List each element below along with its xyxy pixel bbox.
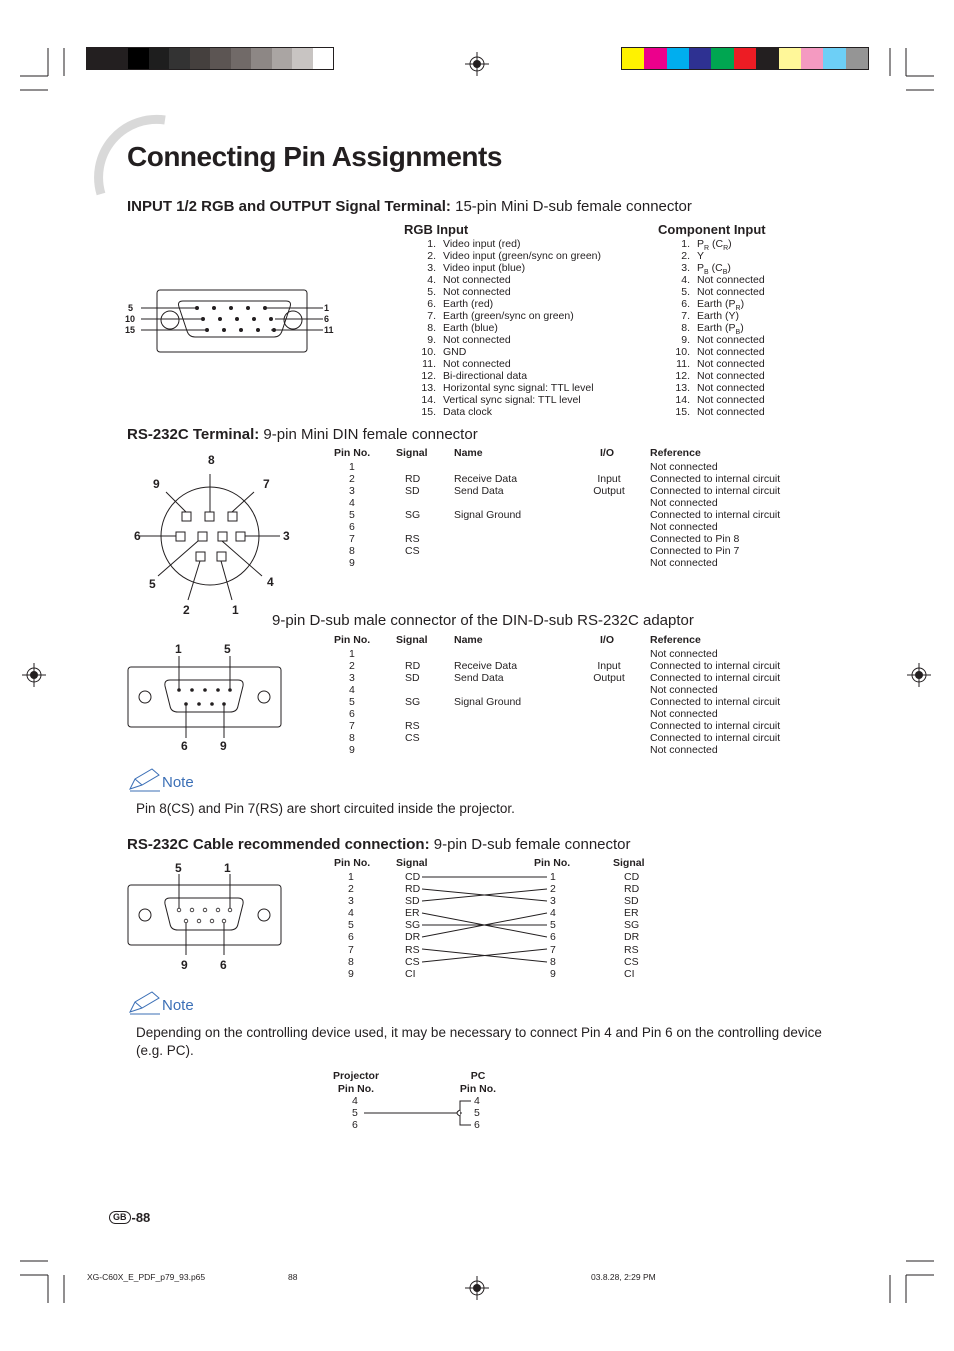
footer-file: XG-C60X_E_PDF_p79_93.p65: [87, 1272, 206, 1282]
calibration-swatch: [231, 48, 252, 69]
list-item: 11. Not connected: [422, 358, 511, 370]
dsub-pin-label: 1: [175, 642, 182, 656]
list-item: 1. $P_R$ $(C_R)$: [681, 238, 732, 253]
projector-header: [331, 1070, 381, 1096]
list-item: 6: [352, 1119, 358, 1132]
list-item: 9. Not connected: [427, 334, 511, 346]
calibration-swatch: [272, 48, 293, 69]
list-item: 7. Earth (green/sync on green): [427, 310, 574, 322]
list-item: 7: [550, 943, 556, 956]
list-item: CD: [624, 871, 640, 883]
table-cell: Input: [597, 660, 621, 673]
list-item: 3. Video input (blue): [427, 262, 526, 274]
table-cell: RD: [405, 473, 421, 486]
page-number: [109, 1210, 150, 1225]
note-title: Note: [162, 774, 194, 791]
calibration-swatch: [756, 48, 778, 69]
calibration-swatch: [169, 48, 190, 69]
table-cell: 9: [349, 557, 355, 570]
cable-left-signal-header: Signal: [396, 857, 428, 869]
list-item: CS: [405, 955, 420, 968]
dsub-pin-label: 9: [220, 739, 227, 753]
rgb-input-list: [408, 238, 601, 418]
table-cell: CS: [405, 732, 420, 745]
table-cell: Connected to internal circuit: [650, 720, 781, 733]
list-item: RD: [624, 883, 640, 896]
list-item: 7. Earth (Y): [681, 310, 740, 322]
list-item: 14. Not connected: [675, 394, 765, 406]
table-cell: SD: [405, 485, 420, 498]
list-item: SD: [624, 895, 639, 908]
table-cell: Connected to internal circuit: [650, 509, 781, 522]
din-pin-label: 8: [208, 453, 215, 467]
din-pin-label: 9: [153, 477, 160, 491]
calibration-swatch: [149, 48, 170, 69]
list-item: SG: [405, 919, 421, 932]
din-pin-label: 3: [283, 529, 290, 543]
table-cell: Input: [597, 473, 621, 486]
table-cell: 7: [349, 533, 355, 546]
calibration-swatch: [87, 48, 108, 69]
cable-right-signal-header: Signal: [613, 857, 645, 869]
table-header: Name: [454, 447, 483, 459]
table-cell: Not connected: [650, 461, 718, 473]
list-item: 3: [348, 895, 354, 908]
list-item: 2: [550, 883, 556, 896]
din-pin-label: 5: [149, 577, 156, 591]
calibration-swatch: [734, 48, 756, 69]
table-cell: Receive Data: [454, 660, 518, 673]
table-cell: RS: [405, 720, 420, 733]
cable-left-pins: [348, 871, 354, 980]
list-item: CD: [405, 871, 421, 883]
calibration-swatch: [846, 48, 868, 69]
table-cell: 6: [349, 521, 355, 534]
calibration-swatch: [313, 48, 334, 69]
list-item: 5. Not connected: [427, 286, 511, 298]
table-cell: Signal Ground: [454, 509, 522, 522]
list-item: RS: [624, 943, 639, 956]
list-item: 15. Not connected: [675, 406, 765, 418]
dsub-pin-label: 6: [181, 739, 188, 753]
list-item: ER: [405, 907, 420, 920]
calibration-swatch: [689, 48, 711, 69]
calibration-swatch: [801, 48, 823, 69]
list-item: 11. Not connected: [676, 358, 765, 370]
note-title: Note: [162, 997, 194, 1014]
table-cell: Not connected: [650, 521, 718, 534]
list-item: 4: [352, 1095, 358, 1107]
calibration-swatch: [128, 48, 149, 69]
pc-header: [456, 1070, 500, 1096]
table-cell: Not connected: [650, 497, 718, 510]
table-cell: 8: [349, 545, 355, 558]
list-item: 3: [550, 895, 556, 908]
table-cell: RD: [405, 660, 421, 673]
projector-header-line: Pin No.: [337, 1083, 375, 1095]
rgb-input-title: RGB Input: [404, 222, 469, 237]
calibration-swatch: [711, 48, 733, 69]
table-cell: Not connected: [650, 684, 718, 697]
table-cell: Signal Ground: [454, 696, 522, 709]
vga-pin-label: 10: [125, 314, 136, 324]
vga-pin-label: 11: [324, 325, 334, 335]
table-cell: Not connected: [650, 744, 718, 757]
registration-mark-top: [465, 52, 489, 76]
list-item: DR: [624, 931, 640, 944]
cable-right-signals: [624, 871, 639, 980]
dsub-pin-label: 5: [175, 861, 182, 875]
adaptor-heading: 9-pin D-sub male connector of the DIN-D-sub RS-232C adaptor: [272, 612, 694, 629]
list-item: 8. Earth $(P_B)$: [681, 322, 744, 337]
table-cell: Connected to internal circuit: [650, 660, 781, 673]
table-cell: 3: [349, 672, 355, 685]
table-header: Reference: [650, 634, 701, 646]
list-item: 4: [348, 907, 354, 920]
rs232c-heading: [127, 426, 478, 443]
list-item: 5: [348, 919, 354, 932]
list-item: SD: [405, 895, 420, 908]
table-cell: Not connected: [650, 648, 718, 660]
list-item: 1. Video input (red): [427, 238, 521, 250]
page-number-text: -88: [131, 1210, 151, 1225]
vga-pin-label: 15: [125, 325, 136, 335]
table-cell: Send Data: [454, 672, 504, 685]
cable-dsub-diagram: [126, 858, 286, 973]
list-item: 8. Earth (blue): [427, 322, 498, 334]
table-cell: Not connected: [650, 557, 718, 570]
calibration-swatch: [622, 48, 644, 69]
list-item: 14. Vertical sync signal: TTL level: [421, 394, 581, 406]
table-header: I/O: [600, 634, 615, 646]
table-header: Reference: [650, 447, 701, 459]
calibration-swatch: [190, 48, 211, 69]
table-cell: 5: [349, 509, 355, 522]
calibration-swatch: [644, 48, 666, 69]
din-pin-label: 6: [134, 529, 141, 543]
table-cell: CS: [405, 545, 420, 558]
cable-heading-bold: RS-232C Cable recommended connection:: [127, 836, 430, 853]
table-cell: 2: [349, 660, 355, 673]
table-cell: Output: [593, 485, 625, 498]
footer-page: 88: [288, 1272, 298, 1282]
list-item: 6: [474, 1119, 480, 1132]
table-cell: Connected to Pin 7: [650, 545, 740, 558]
page-title: Connecting Pin Assignments: [127, 141, 502, 172]
list-item: 9. Not connected: [681, 334, 765, 346]
pc-header-line: PC: [470, 1070, 486, 1082]
list-item: 2. Video input (green/sync on green): [427, 250, 601, 262]
table-cell: 4: [349, 497, 355, 510]
list-item: 13. Not connected: [675, 382, 765, 394]
table-header: Pin No.: [334, 634, 371, 646]
component-input-list: [662, 238, 765, 418]
cable-right-pin-header: Pin No.: [534, 857, 571, 869]
list-item: CI: [624, 967, 635, 980]
table-header: Name: [454, 634, 483, 646]
table-cell: RS: [405, 533, 420, 546]
list-item: CI: [405, 967, 416, 980]
table-cell: Send Data: [454, 485, 504, 498]
vga-pin-label: 5: [128, 303, 134, 313]
list-item: 1: [348, 871, 354, 883]
rs232c-heading-bold: RS-232C Terminal:: [127, 426, 260, 443]
projector-pins: [352, 1095, 358, 1131]
cable-left-pin-header: Pin No.: [334, 857, 371, 869]
table-cell: Connected to internal circuit: [650, 672, 781, 685]
component-input-title: Component Input: [658, 222, 766, 237]
table-cell: 1: [349, 648, 355, 660]
table-cell: 4: [349, 684, 355, 697]
registration-mark-bottom: [465, 1276, 489, 1300]
cable-heading-normal: 9-pin D-sub female connector: [429, 836, 631, 853]
list-item: 2: [348, 883, 354, 896]
calibration-swatch: [779, 48, 801, 69]
table-cell: 2: [349, 473, 355, 486]
dsub-pin-label: 1: [224, 861, 231, 875]
vga-connector-diagram: [125, 287, 340, 357]
table-cell: Not connected: [650, 708, 718, 721]
calibration-swatch: [667, 48, 689, 69]
loopback-wiring: [362, 1095, 482, 1135]
din-pin-table: [0, 447, 954, 572]
list-item: 5: [352, 1107, 358, 1120]
table-cell: 6: [349, 708, 355, 721]
note-pencil-icon: [128, 990, 162, 1016]
list-item: 12. Not connected: [675, 370, 765, 382]
vga-heading: [127, 198, 692, 215]
table-cell: SG: [405, 696, 421, 709]
dsub-pin-label: 9: [181, 958, 188, 972]
vga-pin-label: 1: [324, 303, 330, 313]
table-header: Signal: [396, 634, 428, 646]
list-item: 4: [474, 1095, 480, 1107]
list-item: 2. Y: [681, 250, 705, 262]
table-cell: SG: [405, 509, 421, 522]
list-item: 13. Horizontal sync signal: TTL level: [421, 382, 594, 394]
din-pin-label: 2: [183, 603, 190, 617]
table-cell: Output: [593, 672, 625, 685]
list-item: 10. GND: [421, 346, 467, 358]
table-cell: Connected to internal circuit: [650, 696, 781, 709]
list-item: 15. Data clock: [421, 406, 493, 418]
pc-header-line: Pin No.: [459, 1083, 497, 1095]
list-item: 9: [550, 967, 556, 980]
table-cell: 8: [349, 732, 355, 745]
list-item: DR: [405, 931, 421, 944]
table-header: I/O: [600, 447, 615, 459]
list-item: 4: [550, 907, 556, 920]
list-item: 6. Earth $(P_R)$: [681, 298, 745, 313]
dsub-pin-label: 6: [220, 958, 227, 972]
list-item: 8: [550, 955, 556, 968]
cable-heading: [127, 836, 631, 853]
note-text: Pin 8(CS) and Pin 7(RS) are short circuited inside the projector.: [136, 801, 515, 816]
list-item: 8: [348, 955, 354, 968]
adaptor-pin-table: [0, 634, 954, 759]
list-item: 4. Not connected: [681, 274, 765, 286]
calibration-swatch: [210, 48, 231, 69]
list-item: RD: [405, 883, 421, 896]
table-cell: SD: [405, 672, 420, 685]
cable-wiring-lines: [422, 871, 552, 981]
list-item: CS: [624, 955, 639, 968]
gray-calibration-bar: [86, 47, 334, 70]
table-cell: 7: [349, 720, 355, 733]
table-cell: Connected to internal circuit: [650, 473, 781, 486]
table-header: Signal: [396, 447, 428, 459]
calibration-swatch: [292, 48, 313, 69]
din-pin-label: 7: [263, 477, 270, 491]
table-cell: 1: [349, 461, 355, 473]
list-item: RS: [405, 943, 420, 956]
list-item: 5: [550, 919, 556, 932]
table-cell: 3: [349, 485, 355, 498]
vga-heading-bold: INPUT 1/2 RGB and OUTPUT Signal Terminal:: [127, 198, 451, 215]
table-cell: Connected to internal circuit: [650, 485, 781, 498]
list-item: SG: [624, 919, 640, 932]
list-item: 10. Not connected: [675, 346, 765, 358]
list-item: 4. Not connected: [427, 274, 511, 286]
calibration-swatch: [823, 48, 845, 69]
note-text: Depending on the controlling device used, it may be necessary to connect Pin 4 and Pin 6 on the controlling device (e.g. PC).: [136, 1025, 822, 1058]
rs232c-heading-normal: 9-pin Mini DIN female connector: [259, 426, 478, 443]
projector-header-line: Projector: [332, 1070, 380, 1082]
list-item: 6: [550, 931, 556, 944]
list-item: 12. Bi-directional data: [421, 370, 528, 382]
list-item: 6. Earth (red): [427, 298, 494, 310]
list-item: ER: [624, 907, 639, 920]
calibration-swatch: [251, 48, 272, 69]
vga-pin-label: 6: [324, 314, 330, 324]
din-pin-label: 4: [267, 575, 274, 589]
calibration-swatch: [108, 48, 129, 69]
table-cell: 5: [349, 696, 355, 709]
list-item: 3. $P_B$ $(C_B)$: [681, 262, 731, 277]
list-item: 5. Not connected: [681, 286, 765, 298]
table-cell: Connected to internal circuit: [650, 732, 781, 745]
vga-heading-normal: 15-pin Mini D-sub female connector: [450, 198, 692, 215]
list-item: 1: [550, 871, 556, 883]
gb-badge: GB: [109, 1211, 131, 1224]
footer-date: 03.8.28, 2:29 PM: [591, 1272, 656, 1282]
table-cell: Connected to Pin 8: [650, 533, 740, 546]
table-cell: 9: [349, 744, 355, 757]
list-item: 6: [348, 931, 354, 944]
list-item: 5: [474, 1107, 480, 1120]
list-item: 7: [348, 943, 354, 956]
color-calibration-bar: [621, 47, 869, 70]
table-cell: Receive Data: [454, 473, 518, 486]
table-header: Pin No.: [334, 447, 371, 459]
note-pencil-icon: [128, 767, 162, 793]
cable-left-signals: [405, 871, 420, 980]
dsub-pin-label: 5: [224, 642, 231, 656]
list-item: 9: [348, 967, 354, 980]
din-pin-label: 1: [232, 603, 239, 617]
